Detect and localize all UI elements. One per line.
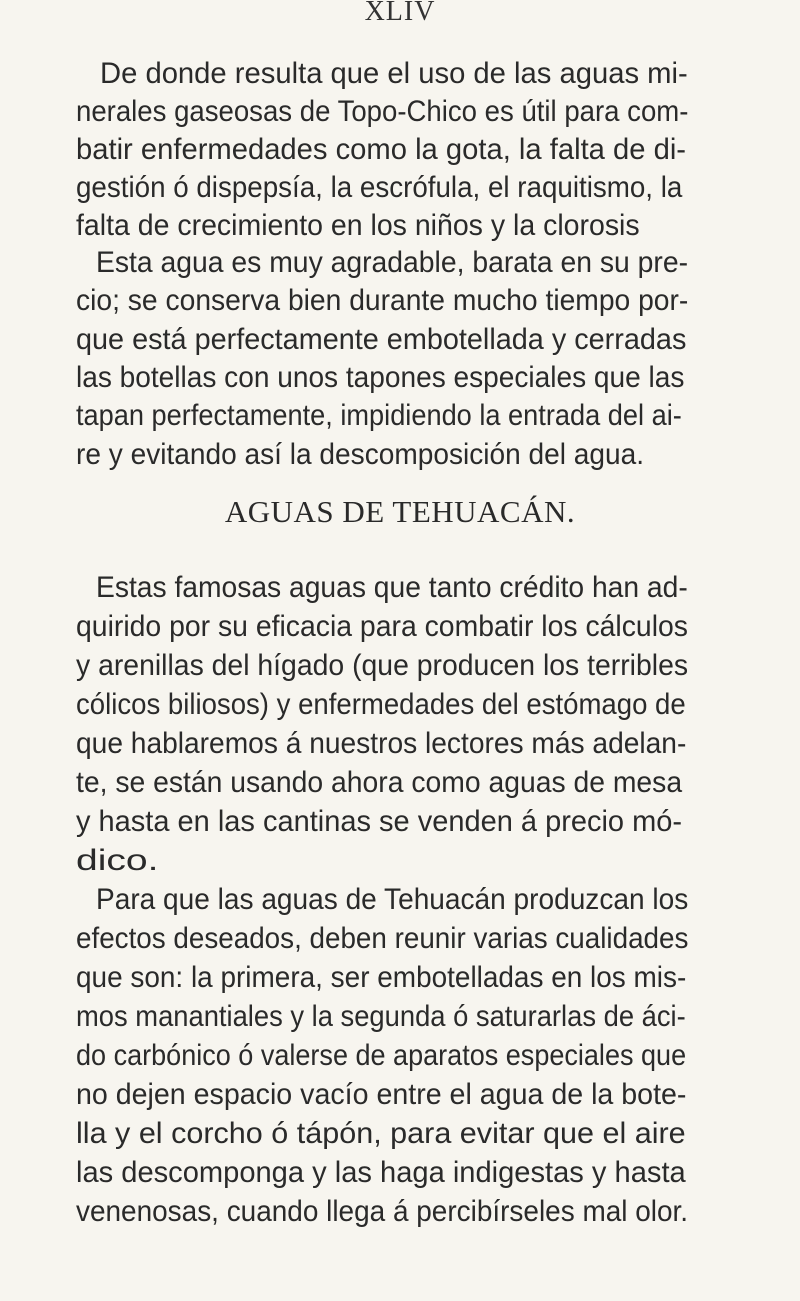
text-line: mos manantiales y la segunda ó saturarlas de áci- (76, 1000, 686, 1033)
text-line: que hablaremos á nuestros lectores más adelan- (76, 727, 687, 760)
text-line: dico. (76, 844, 159, 877)
text-line: re y evitando así la descomposición del agua. (76, 438, 645, 471)
text-line: Esta agua es muy agradable, barata en su pre- (96, 246, 689, 279)
text-line: quirido por su eficacia para combatir los cálculos (76, 610, 688, 643)
text-line: Para que las aguas de Tehuacán produzcan los (96, 883, 689, 916)
text-line: falta de crecimiento en los niños y la clorosis (76, 209, 640, 242)
text-line: gestión ó dispepsía, la escrófula, el raquitismo, la (76, 171, 683, 204)
text-line: tapan perfectamente, impidiendo la entrada del ai- (76, 399, 682, 432)
text-line: venenosas, cuando llega á percibírseles mal olor. (76, 1195, 689, 1228)
text-line: do carbónico ó valerse de aparatos especiales que (76, 1039, 687, 1072)
text-line: batir enfermedades como la gota, la falta de di- (76, 133, 687, 166)
text-line: las botellas con unos tapones especiales que las (76, 361, 685, 394)
text-line: lla y el corcho ó tápón, para evitar que el aire (76, 1117, 686, 1150)
page-number: XLIV (364, 0, 436, 27)
text-line: efectos deseados, deben reunir varias cualidades (76, 922, 689, 955)
text-line: y hasta en las cantinas se venden á precio mó- (76, 805, 683, 838)
text-line: nerales gaseosas de Topo-Chico es útil para com- (76, 95, 689, 128)
text-line: cio; se conserva bien durante mucho tiempo por- (76, 284, 689, 317)
text-line: no dejen espacio vacío entre el agua de la bote- (76, 1078, 687, 1111)
text-line: cólicos biliosos) y enfermedades del estómago de (76, 688, 686, 721)
text-line: que son: la primera, ser embotelladas en los mis- (76, 961, 687, 994)
text-line: Estas famosas aguas que tanto crédito han ad- (96, 571, 688, 604)
text-line: te, se están usando ahora como aguas de mesa (76, 766, 683, 799)
text-line: las descomponga y las haga indigestas y hasta (76, 1156, 686, 1189)
text-line: y arenillas del hígado (que producen los terribles (76, 649, 689, 682)
text-line: De donde resulta que el uso de las aguas mi- (100, 57, 688, 90)
text-line: que está perfectamente embotellada y cerradas (76, 323, 687, 356)
section-heading: AGUAS DE TEHUACÁN. (224, 494, 576, 529)
